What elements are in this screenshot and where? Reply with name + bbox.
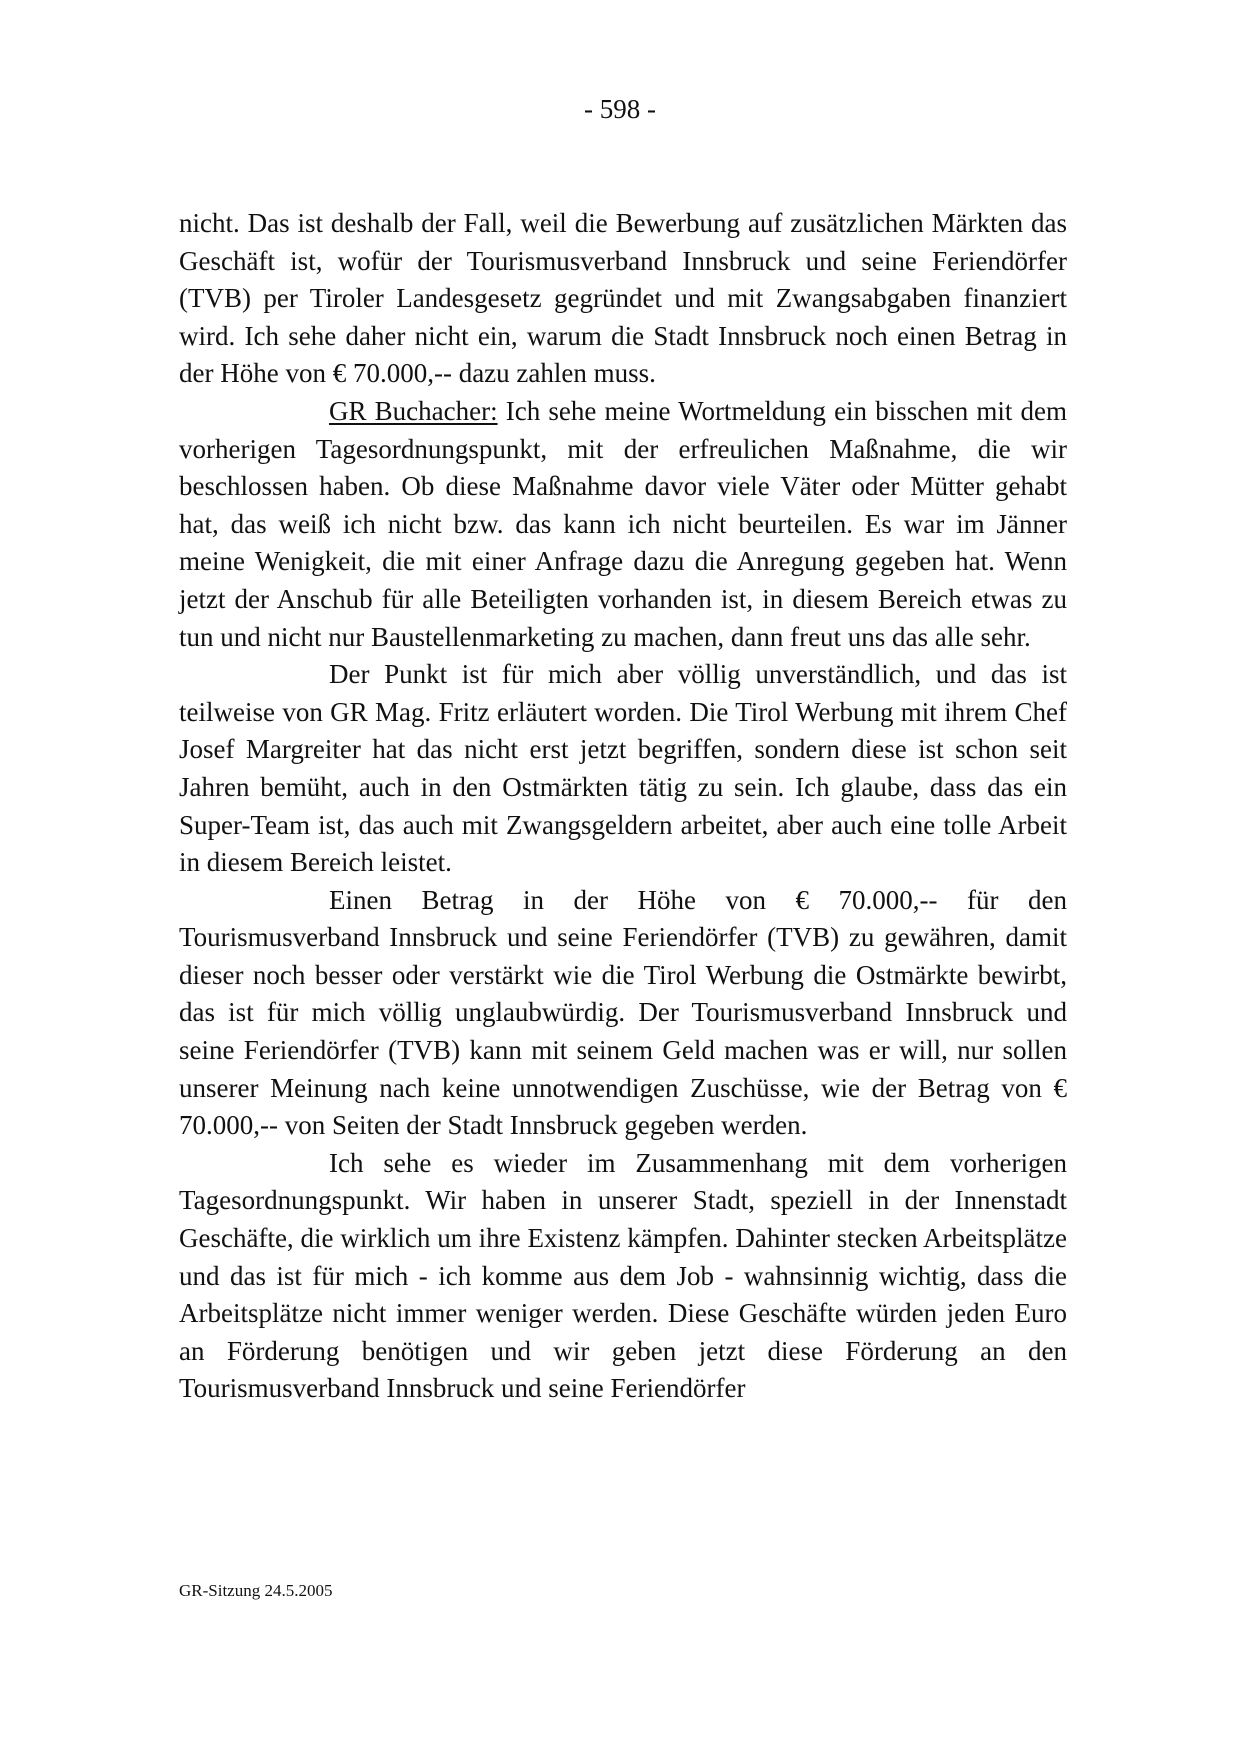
paragraph-speech-buchacher [179, 393, 1067, 656]
speaker-name: GR Buchacher: [329, 395, 498, 426]
footer-session-date: GR-Sitzung 24.5.2005 [179, 1581, 333, 1600]
paragraph-continuation: nicht. Das ist deshalb der Fall, weil die Bewerbung auf zusätzlichen Märkten das Geschäft ist, wofür der Tourismusverband Innsbruck und seine Feriendörfer (TVB) per Tiroler Landesgesetz gegründet und mit Zwangsabgaben finanziert wird. Ich sehe daher nicht ein, warum die Stadt Innsbruck noch einen Betrag in der Höhe von € 70.000,-- dazu zahlen muss. [179, 208, 1067, 389]
paragraph-zusammenhang: Ich sehe es wieder im Zusammenhang mit dem vorherigen Tagesordnungspunkt. Wir haben in unserer Stadt, speziell in der Innenstadt Geschäfte, die wirklich um ihre Existenz kämpfen. Dahinter stecken Arbeitsplätze und das ist für mich - ich komme aus dem Job - wahnsinnig wichtig, dass die Arbeitsplätze nicht immer weniger werden. Diese Geschäfte würden jeden Euro an Förderung benötigen und wir geben jetzt diese Förderung an den Tourismusverband Innsbruck und seine Feriendörfer [179, 1147, 1067, 1404]
body-text [179, 205, 1067, 1408]
paragraph-punkt: Der Punkt ist für mich aber völlig unverständlich, und das ist teilweise von GR Mag. Fritz erläutert worden. Die Tirol Werbung mit ihrem Chef Josef Margreiter hat das nicht erst jetzt begriffen, sondern diese ist schon seit Jahren bemüht, auch in den Ostmärkten tätig zu sein. Ich glaube, dass das ein Super-Team ist, das auch mit Zwangsgeldern arbeitet, aber auch eine tolle Arbeit in diesem Bereich leistet. [179, 659, 1067, 878]
page-number: - 598 - [584, 94, 656, 124]
speech-text: Ich sehe meine Wortmeldung ein bisschen mit dem vorherigen Tagesordnungspunkt, mit der erfreulichen Maßnahme, die wir beschlossen haben. Ob diese Maßnahme davor viele Väter oder Mütter gehabt hat, das weiß ich nicht bzw. das kann ich nicht beurteilen. Es war im Jänner meine Wenigkeit, die mit einer Anfrage dazu die Anregung gegeben hat. Wenn jetzt der Anschub für alle Beteiligten vorhanden ist, in diesem Bereich etwas zu tun und nicht nur Baustellenmarketing zu machen, dann freut uns das alle sehr. [179, 395, 1067, 652]
paragraph-betrag: Einen Betrag in der Höhe von € 70.000,-- für den Tourismusverband Innsbruck und seine Feriendörfer (TVB) zu gewähren, damit dieser noch besser oder verstärkt wie die Tirol Werbung die Ostmärkte bewirbt, das ist für mich völlig unglaubwürdig. Der Tourismusverband Innsbruck und seine Feriendörfer (TVB) kann mit seinem Geld machen was er will, nur sollen unserer Meinung nach keine unnotwendigen Zuschüsse, wie der Betrag von € 70.000,-- von Seiten der Stadt Innsbruck gegeben werden. [179, 884, 1067, 1141]
